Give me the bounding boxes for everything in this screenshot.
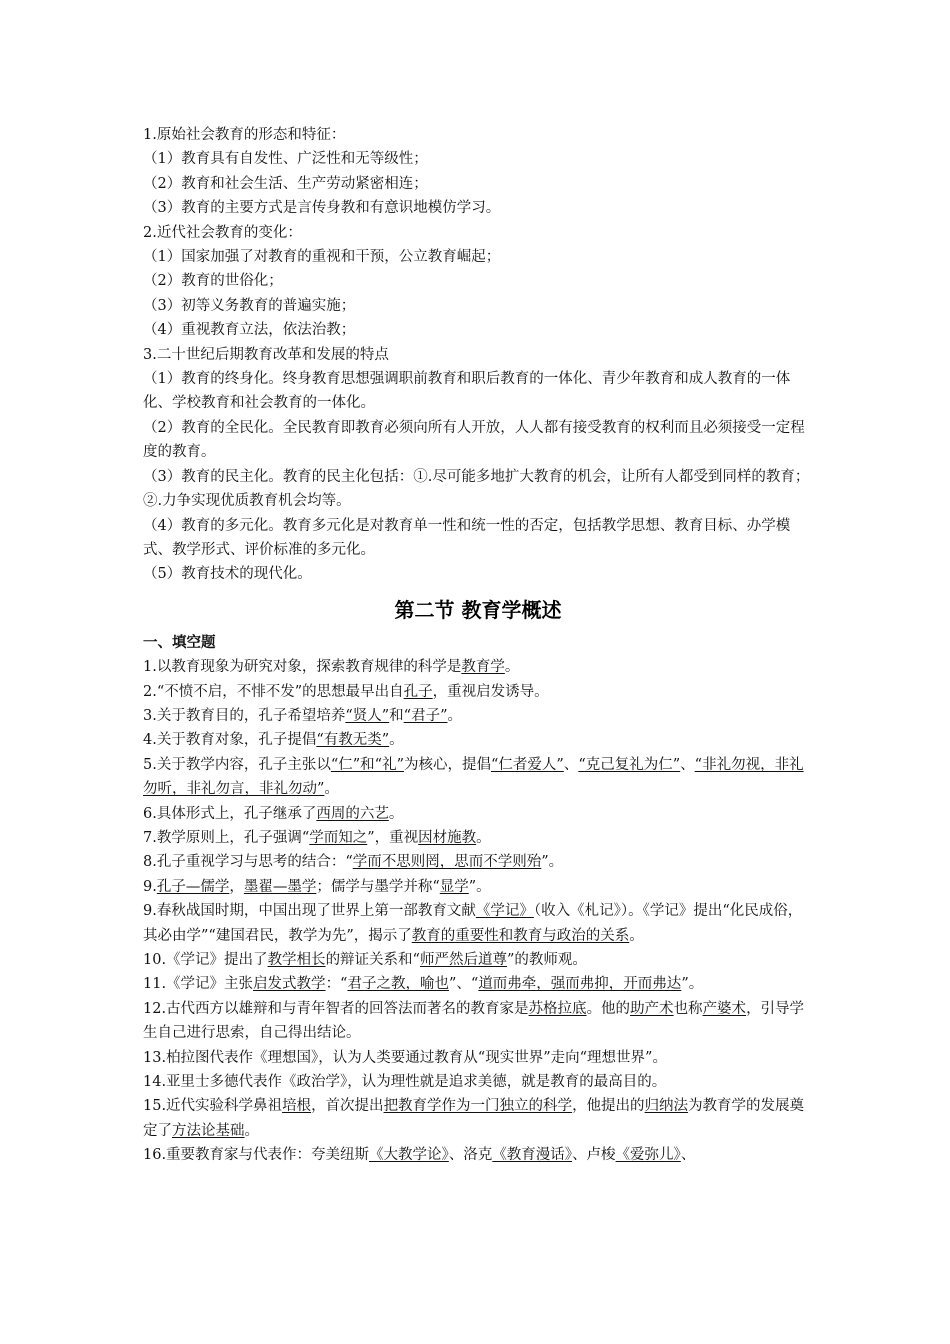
text-line: 3.二十世纪后期教育改革和发展的特点 bbox=[143, 346, 389, 363]
section-title: 第二节 教育学概述 bbox=[394, 597, 562, 622]
item-text: 。他的 bbox=[586, 1000, 631, 1017]
item-text: 、 bbox=[563, 756, 579, 773]
item-text: ，引导学生自己进行思索，自己得出结论。 bbox=[143, 1000, 805, 1042]
item-text: 11.《学记》主张 bbox=[143, 976, 254, 993]
fill-in-item bbox=[143, 826, 813, 850]
fill-in-item bbox=[143, 875, 813, 899]
item-text: 。 bbox=[447, 707, 462, 724]
item-text: ”。 bbox=[541, 854, 564, 871]
answer-underlined: 教学相长 bbox=[267, 952, 326, 968]
answer-underlined: 学而知之 bbox=[309, 829, 368, 846]
text-line: （5）教育技术的现代化。 bbox=[143, 566, 312, 583]
subsection-heading: 一、填空题 bbox=[143, 634, 216, 651]
fill-in-item bbox=[143, 753, 813, 802]
item-text: ”的教师观。 bbox=[506, 952, 587, 968]
text-line: 1.原始社会教育的形态和特征： bbox=[143, 127, 346, 143]
answer-underlined: 孔子 bbox=[403, 683, 433, 700]
document-page bbox=[143, 123, 813, 1168]
answer-underlined: 归纳法 bbox=[644, 1098, 689, 1115]
answer-underlined: 《爱弥儿》 bbox=[615, 1147, 681, 1164]
section-one-text bbox=[143, 123, 813, 587]
item-text: 为核心，提倡 bbox=[404, 756, 491, 773]
answer-underlined: 助产术 bbox=[630, 1000, 674, 1017]
answer-underlined: 方法论基础 bbox=[172, 1122, 245, 1139]
item-text: ，重视启发诱导。 bbox=[432, 683, 549, 700]
item-text: （收入《札记》）。《学记》提出“化民成俗，其必由学”“建国君民，教学为先”，揭示了 bbox=[143, 903, 803, 944]
item-text: 5.关于教学内容，孔子主张以 bbox=[143, 756, 331, 773]
text-line: （1）教育具有自发性、广泛性和无等级性； bbox=[143, 151, 428, 168]
answer-underlined: “有教无类” bbox=[316, 732, 390, 749]
answer-underlined: 《大教学论》 bbox=[369, 1147, 449, 1164]
answer-underlined: 显学 bbox=[439, 878, 469, 895]
text-line: 2.近代社会教育的变化： bbox=[143, 224, 302, 241]
answer-underlined: 道而弗牵，强而弗抑，开而弗达 bbox=[478, 976, 682, 993]
item-text: 、 bbox=[680, 756, 695, 773]
answer-underlined: 墨翟—墨学 bbox=[243, 878, 317, 895]
item-text: 为教育学的发展奠定了 bbox=[143, 1098, 805, 1139]
item-text: 9. bbox=[143, 878, 157, 895]
text-paragraph: （1）教育的终身化。终身教育思想强调职前教育和职后教育的一体化、青少年教育和成人教育的一体化、学校教育和社会教育的一体化。 bbox=[143, 371, 791, 412]
answer-underlined: 教育学 bbox=[461, 659, 505, 676]
answer-underlined: 产婆术 bbox=[702, 1000, 747, 1017]
item-text: 。 bbox=[324, 781, 339, 798]
fill-in-item bbox=[143, 948, 813, 972]
item-text: ，首次提出 bbox=[311, 1098, 384, 1115]
item-text: 2.“不愤不启，不悱不发”的思想最早出自 bbox=[143, 683, 404, 700]
answer-underlined: 苏格拉底 bbox=[528, 1000, 587, 1017]
answer-underlined: 学而不思则罔，思而不学则殆 bbox=[352, 854, 542, 871]
answer-underlined: 师严然后道尊 bbox=[419, 952, 507, 968]
item-text: 16.重要教育家与代表作：夸美纽斯 bbox=[143, 1147, 370, 1164]
item-text: 6.具体形式上，孔子继承了 bbox=[143, 805, 317, 822]
text-paragraph: （2）教育的全民化。全民教育即教育必须向所有人开放，人人都有接受教育的权利而且必须接受一定程度的教育。 bbox=[143, 419, 805, 461]
answer-underlined: “仁者爱人” bbox=[491, 756, 564, 773]
answer-underlined: “克己复礼为仁” bbox=[578, 756, 681, 773]
item-text: 12.古代西方以雄辩和与青年智者的回答法而著名的教育家是 bbox=[143, 1000, 529, 1017]
item-text: ， bbox=[229, 878, 244, 895]
fill-in-item bbox=[143, 655, 813, 679]
text-line: （3）初等义务教育的普遍实施； bbox=[143, 297, 356, 314]
answer-underlined: 教育的重要性和教育与政治的关系 bbox=[411, 927, 630, 944]
item-text: 7.教学原则上，孔子强调“ bbox=[143, 829, 310, 846]
item-text: 。 bbox=[504, 659, 520, 676]
item-text: 、卢梭 bbox=[572, 1147, 616, 1164]
item-text: 的辩证关系和“ bbox=[325, 952, 420, 968]
item-text: 。 bbox=[476, 829, 491, 846]
answer-underlined: 《学记》 bbox=[475, 903, 534, 920]
item-text: ”。 bbox=[468, 878, 491, 895]
answer-underlined: 孔子—儒学 bbox=[156, 878, 230, 895]
item-text: 也称 bbox=[673, 1000, 703, 1017]
text-line: （1）国家加强了对教育的重视和干预，公立教育崛起； bbox=[143, 249, 501, 266]
fill-in-item bbox=[143, 850, 813, 874]
item-text: 、 bbox=[680, 1147, 696, 1164]
answer-underlined: “君子” bbox=[403, 707, 448, 724]
fill-in-item bbox=[143, 1070, 813, 1094]
answer-underlined: 《教育漫话》 bbox=[492, 1147, 573, 1164]
fill-in-item bbox=[143, 1143, 813, 1167]
item-text: 9.春秋战国时期，中国出现了世界上第一部教育文献 bbox=[143, 903, 476, 920]
text-paragraph: （3）教育的民主化。教育的民主化包括：①.尽可能多地扩大教育的机会，让所有人都受到同样的教育；②.力争实现优质教育机会均等。 bbox=[143, 468, 810, 510]
text-paragraph: （4）教育的多元化。教育多元化是对教育单一性和统一性的否定，包括教学思想、教育目标、办学模式、教学形式、评价标准的多元化。 bbox=[143, 517, 791, 558]
fill-in-item bbox=[143, 680, 813, 704]
answer-underlined: 培根 bbox=[282, 1098, 312, 1115]
item-text: ”、“ bbox=[448, 976, 479, 993]
fill-in-item bbox=[143, 728, 813, 752]
answer-underlined: 西周的六艺 bbox=[316, 805, 389, 822]
fill-in-item bbox=[143, 1094, 813, 1143]
fill-in-list bbox=[143, 655, 813, 1168]
answer-underlined: 启发式教学 bbox=[253, 976, 326, 993]
item-text: 。 bbox=[389, 732, 404, 749]
item-text: ，他提出的 bbox=[572, 1098, 645, 1115]
item-text: 3.关于教育目的，孔子希望培养 bbox=[143, 707, 346, 724]
item-text: 8.孔子重视学习与思考的结合：“ bbox=[143, 854, 353, 871]
item-text: ”。 bbox=[681, 976, 704, 993]
item-text: ；儒学与墨学并称“ bbox=[316, 878, 440, 895]
item-text: 14.亚里士多德代表作《政治学》，认为理性就是追求美德，就是教育的最高目的。 bbox=[143, 1074, 667, 1091]
item-text: 。 bbox=[244, 1122, 259, 1139]
item-text: 1.以教育现象为研究对象，探索教育规律的科学是 bbox=[143, 659, 462, 676]
fill-in-item bbox=[143, 1046, 813, 1070]
answer-underlined: “贤人” bbox=[345, 707, 390, 724]
item-text: 和 bbox=[389, 707, 404, 724]
item-text: ：“ bbox=[325, 976, 348, 993]
answer-underlined: 把教育学作为一门独立的科学 bbox=[383, 1098, 573, 1115]
text-line: （3）教育的主要方式是言传身教和有意识地模仿学习。 bbox=[143, 200, 501, 217]
item-text: ”，重视 bbox=[367, 829, 419, 846]
item-text: 4.关于教育对象，孔子提倡 bbox=[143, 732, 317, 749]
answer-underlined: “非礼勿视，非礼勿听，非礼勿言，非礼勿动” bbox=[143, 756, 804, 798]
item-text: 10.《学记》提出了 bbox=[143, 952, 268, 968]
answer-underlined: 君子之教，喻也 bbox=[347, 976, 449, 993]
text-line: （4）重视教育立法，依法治教； bbox=[143, 322, 356, 339]
fill-in-item bbox=[143, 972, 813, 996]
item-text: 。 bbox=[629, 927, 644, 944]
answer-underlined: “仁”和“礼” bbox=[330, 756, 404, 773]
item-text: 。 bbox=[388, 805, 404, 822]
text-line: （2）教育和社会生活、生产劳动紧密相连； bbox=[143, 175, 428, 192]
text-line: （2）教育的世俗化； bbox=[143, 273, 283, 290]
fill-in-item bbox=[143, 802, 813, 826]
item-text: 13.柏拉图代表作《理想国》，认为人类要通过教育从“现实世界”走向“理想世界”。 bbox=[143, 1049, 667, 1066]
item-text: 15.近代实验科学鼻祖 bbox=[143, 1098, 283, 1115]
fill-in-item bbox=[143, 704, 813, 728]
answer-underlined: 因材施教 bbox=[418, 829, 477, 846]
fill-in-item bbox=[143, 899, 813, 948]
fill-in-item bbox=[143, 997, 813, 1046]
item-text: 、洛克 bbox=[448, 1147, 493, 1164]
